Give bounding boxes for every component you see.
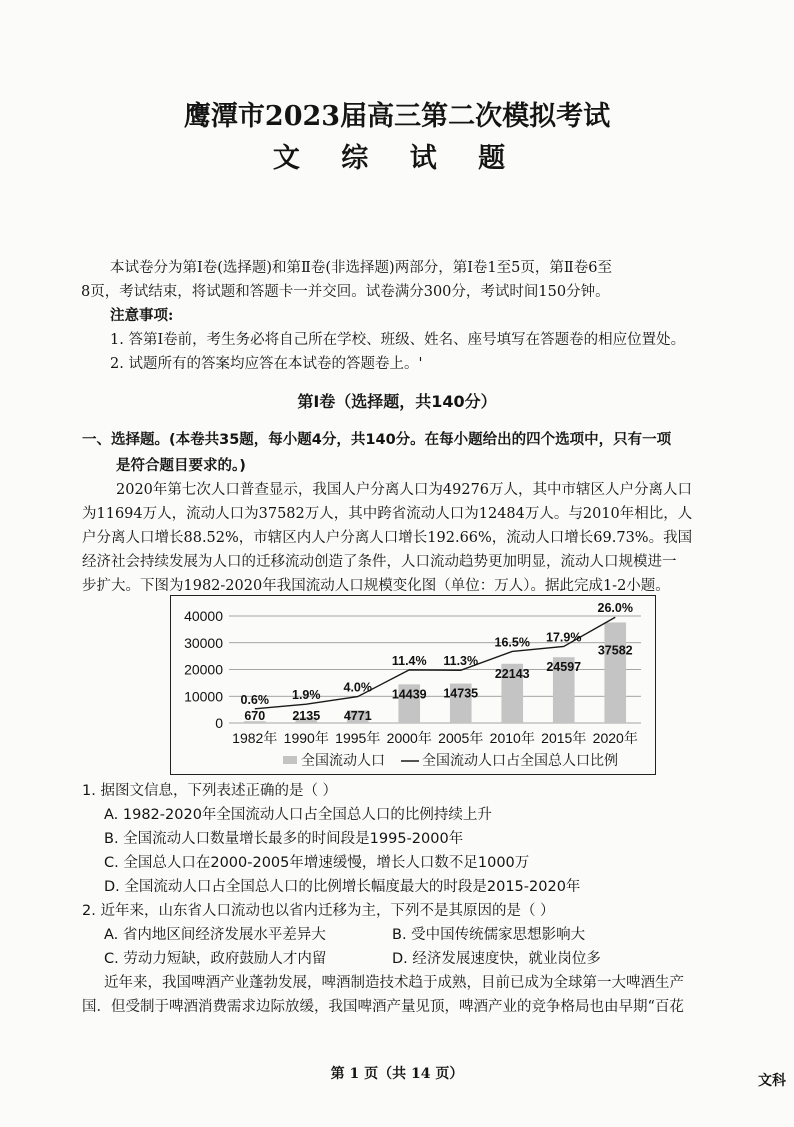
bar-value-label: 14735 bbox=[443, 686, 479, 701]
x-tick-label: 2000年 bbox=[386, 730, 432, 746]
notice-item-1: 1. 答第Ⅰ卷前，考生务必将自己所在学校、班级、姓名、座号填写在答题卷的相应位置处。 bbox=[110, 332, 686, 348]
x-tick-label: 2020年 bbox=[592, 730, 638, 746]
legend-bar-label: 全国流动人口 bbox=[301, 752, 385, 768]
next-passage-line-1: 近年来，我国啤酒产业蓬勃发展，啤酒制造技术趋于成熟，目前已成为全球第一大啤酒生产 bbox=[104, 975, 684, 991]
legend-bar-swatch bbox=[283, 756, 297, 764]
x-tick-label: 1990年 bbox=[283, 730, 329, 746]
x-tick-label: 2010年 bbox=[489, 730, 535, 746]
ratio-label: 4.0% bbox=[343, 680, 372, 695]
q2-option-d: D. 经济发展速度快，就业岗位多 bbox=[392, 951, 601, 967]
x-tick-label: 2005年 bbox=[438, 730, 484, 746]
section-title: 第Ⅰ卷（选择题，共140分） bbox=[297, 392, 497, 411]
ratio-label: 26.0% bbox=[597, 601, 633, 616]
y-tick-label: 0 bbox=[215, 715, 223, 731]
y-tick-label: 30000 bbox=[184, 634, 223, 651]
section-instruction-1: 一、选择题。(本卷共35题，每小题4分，共140分。在每小题给出的四个选项中，只有一项 bbox=[82, 432, 672, 448]
ratio-label: 1.9% bbox=[292, 688, 321, 703]
bar-value-label: 14439 bbox=[391, 687, 427, 702]
chart-canvas bbox=[171, 596, 655, 774]
bar bbox=[604, 622, 626, 723]
q1-option-a: A. 1982-2020年全国流动人口占全国总人口的比例持续上升 bbox=[104, 807, 492, 823]
ratio-label: 17.9% bbox=[546, 630, 582, 645]
page-number: 第 1 页（共 14 页） bbox=[330, 1066, 464, 1082]
q1-option-d: D. 全国流动人口占全国总人口的比例增长幅度最大的时段是2015-2020年 bbox=[104, 879, 581, 895]
bar-value-label: 670 bbox=[244, 709, 266, 723]
passage-line-5: 步扩大。下图为1982-2020年我国流动人口规模变化图（单位：万人）。据此完成1-2小题。 bbox=[82, 578, 670, 594]
legend-line-label: 全国流动人口占全国总人口比例 bbox=[422, 752, 618, 768]
notice-item-2: 2. 试题所有的答案均应答在本试卷的答题卷上。' bbox=[110, 356, 423, 372]
bar-value-label: 4771 bbox=[343, 709, 372, 723]
exam-subtitle: 文 综 试 题 bbox=[272, 143, 522, 174]
ratio-label: 0.6% bbox=[240, 692, 269, 707]
subject-tag: 文科 bbox=[758, 1073, 786, 1089]
notice-title: 注意事项: bbox=[110, 307, 174, 324]
q2-option-b: B. 受中国传统儒家思想影响大 bbox=[392, 927, 586, 943]
y-tick-label: 10000 bbox=[184, 688, 223, 705]
passage-line-4: 经济社会持续发展为人口的迁移流动创造了条件，人口流动趋势更加明显，流动人口规模进一 bbox=[82, 554, 677, 570]
bar-value-label: 22143 bbox=[494, 666, 530, 681]
bar-value-label: 24597 bbox=[546, 660, 582, 675]
ratio-label: 16.5% bbox=[494, 635, 530, 650]
x-tick-label: 2015年 bbox=[541, 730, 587, 746]
q1-option-b: B. 全国流动人口数量增长最多的时间段是1995-2000年 bbox=[104, 831, 464, 847]
q2-stem: 2. 近年来，山东省人口流动也以省内迁移为主，下列不是其原因的是（ ） bbox=[82, 903, 555, 919]
x-tick-label: 1982年 bbox=[232, 730, 278, 746]
intro-line-1: 本试卷分为第Ⅰ卷(选择题)和第Ⅱ卷(非选择题)两部分，第Ⅰ卷1至5页，第Ⅱ卷6至 bbox=[110, 260, 612, 276]
passage-line-2: 为11694万人，流动人口为37582万人，其中跨省流动人口为12484万人。与2010年相比，人 bbox=[82, 506, 693, 522]
next-passage-line-2: 国．但受制于啤酒消费需求边际放缓，我国啤酒产量见顶，啤酒产业的竞争格局也由早期“百花 bbox=[82, 999, 684, 1015]
q1-stem: 1. 据图文信息，下列表述正确的是（ ） bbox=[82, 783, 338, 799]
q2-option-c: C. 劳动力短缺，政府鼓励人才内留 bbox=[104, 951, 327, 967]
passage-line-1: 2020年第七次人口普查显示，我国人户分离人口为49276万人，其中市辖区人户分离人口 bbox=[116, 482, 693, 498]
ratio-label: 11.4% bbox=[391, 653, 427, 668]
intro-line-2: 8页，考试结束，将试题和答题卡一并交回。试卷满分300分，考试时间150分钟。 bbox=[81, 284, 610, 300]
section-instruction-2: 是符合题目要求的。) bbox=[116, 458, 246, 474]
population-chart bbox=[170, 595, 656, 775]
ratio-label: 11.3% bbox=[443, 654, 479, 669]
bar-value-label: 2135 bbox=[292, 709, 321, 723]
q1-option-c: C. 全国总人口在2000-2005年增速缓慢，增长人口数不足1000万 bbox=[104, 855, 530, 871]
exam-title: 鹰潭市2023届高三第二次模拟考试 bbox=[183, 101, 611, 132]
q2-option-a: A. 省内地区间经济发展水平差异大 bbox=[104, 927, 326, 943]
x-tick-label: 1995年 bbox=[335, 730, 381, 746]
y-tick-label: 20000 bbox=[184, 661, 223, 678]
y-tick-label: 40000 bbox=[184, 608, 223, 624]
passage-line-3: 户分离人口增长88.52%，市辖区内人户分离人口增长192.66%，流动人口增长69.73%。我国 bbox=[82, 530, 693, 546]
bar-value-label: 37582 bbox=[597, 643, 633, 658]
